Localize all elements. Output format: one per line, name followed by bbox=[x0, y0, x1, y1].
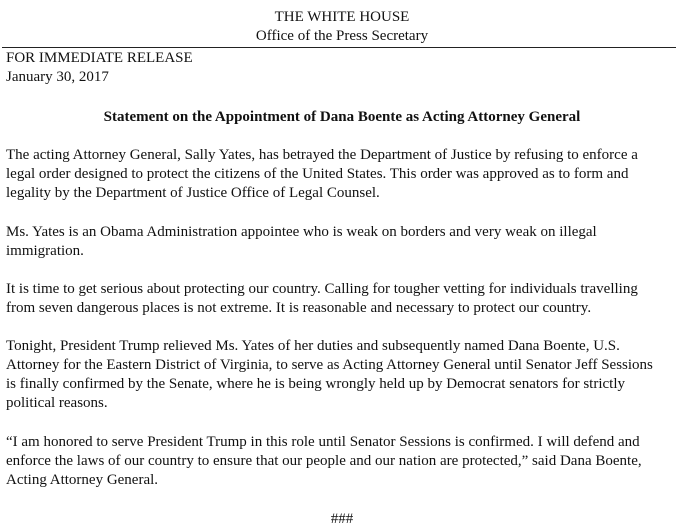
paragraph-line: immigration. bbox=[6, 243, 84, 259]
paragraph-line: Attorney for the Eastern District of Virginia, to serve as Acting Attorney General until Senator Jeff Sessions bbox=[6, 357, 653, 373]
paragraph-line: enforce the laws of our country to ensure that our people and our nation are protected,” said Dana Boente, bbox=[6, 453, 642, 469]
paragraph-1 bbox=[6, 146, 638, 203]
paragraph-4 bbox=[6, 337, 653, 413]
end-mark: ### bbox=[330, 511, 354, 527]
paragraph-5 bbox=[6, 433, 642, 490]
paragraph-line: Acting Attorney General. bbox=[6, 472, 159, 488]
paragraph-2 bbox=[6, 223, 597, 261]
paragraph-3 bbox=[6, 280, 638, 318]
paragraph-line: “I am honored to serve President Trump in this role until Senator Sessions is confirmed. I will defend and bbox=[6, 434, 640, 450]
paragraph-line: The acting Attorney General, Sally Yates, has betrayed the Department of Justice by refusing to enforce a bbox=[6, 147, 638, 163]
release-date: January 30, 2017 bbox=[6, 69, 109, 85]
header-divider bbox=[2, 47, 676, 48]
statement-title: Statement on the Appointment of Dana Boente as Acting Attorney General bbox=[103, 109, 581, 125]
paragraph-line: Tonight, President Trump relieved Ms. Yates of her duties and subsequently named Dana Boente, U.S. bbox=[6, 338, 620, 354]
paragraph-line: legality by the Department of Justice Office of Legal Counsel. bbox=[6, 185, 380, 201]
paragraph-line: legal order designed to protect the citizens of the United States. This order was approved as to form and bbox=[6, 166, 629, 182]
paragraph-line: is finally confirmed by the Senate, where he is being wrongly held up by Democrat senators for strictly bbox=[6, 376, 625, 392]
header-subtitle: Office of the Press Secretary bbox=[255, 28, 429, 44]
header-title: THE WHITE HOUSE bbox=[274, 9, 410, 25]
paragraph-line: It is time to get serious about protecting our country. Calling for tougher vetting for individuals travelling bbox=[6, 281, 638, 297]
paragraph-line: from seven dangerous places is not extreme. It is reasonable and necessary to protect our country. bbox=[6, 300, 592, 316]
paragraph-line: Ms. Yates is an Obama Administration appointee who is weak on borders and very weak on illegal bbox=[6, 224, 597, 240]
paragraph-line: political reasons. bbox=[6, 395, 108, 411]
release-label: FOR IMMEDIATE RELEASE bbox=[6, 50, 193, 66]
